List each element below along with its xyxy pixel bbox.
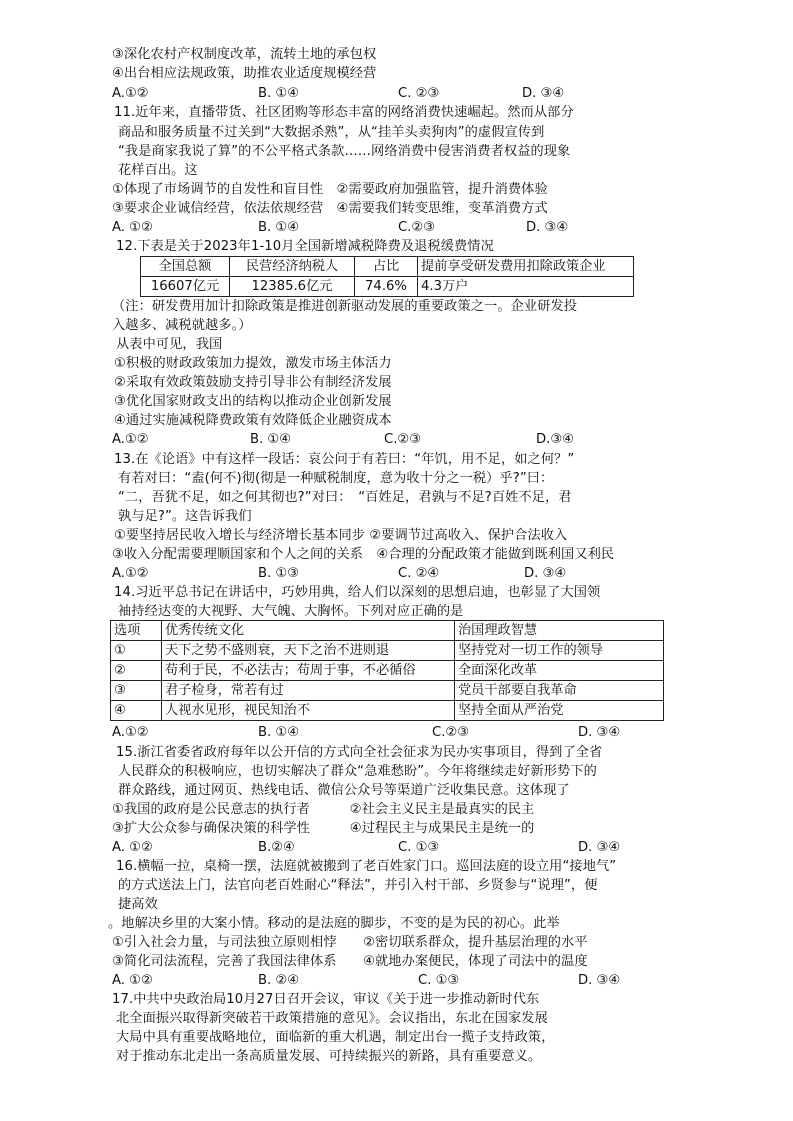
text-line: （注：研发费用加计扣除政策是推进创新驱动发展的重要政策之一。企业研发投 xyxy=(112,299,578,314)
option-b: B.②④ xyxy=(258,840,295,855)
option-c: C.②③ xyxy=(398,220,436,235)
text-line: ③深化农村产权制度改革，流转土地的承包权 xyxy=(112,47,377,62)
culture-table xyxy=(110,620,664,721)
text-line: ③扩大公众参与确保决策的科学性 ④过程民主与成果民主是统一的 xyxy=(112,821,535,836)
option-c: C. ②③ xyxy=(398,86,440,101)
text-line: “我是商家我说了算”的不公平格式条款……网络消费中侵害消费者权益的现象 xyxy=(118,144,571,159)
text-line: 大局中具有重要战略地位，面临新的重大机遇，制定出台一揽子支持政策， xyxy=(116,1030,555,1045)
option-c: C. ①③ xyxy=(398,840,440,855)
text-line: 孰与足?”。这告诉我们 xyxy=(118,509,252,524)
table-cell: 坚持全面从严治党 xyxy=(455,701,664,721)
text-line: ②采取有效政策鼓励支持引导非公有制经济发展 xyxy=(114,375,392,390)
tax-table xyxy=(140,256,634,297)
option-c: C.②③ xyxy=(432,725,470,740)
table-header-cell: 占比 xyxy=(355,257,418,277)
text-line: ①要坚持居民收入增长与经济增长基本同步 ②要调节过高收入、保护合法收入 xyxy=(114,528,568,543)
option-b: B. ①④ xyxy=(250,432,292,447)
table-cell: 全面深化改革 xyxy=(455,661,664,681)
option-a: A.①② xyxy=(112,725,149,740)
option-b: B. ①④ xyxy=(258,220,300,235)
option-d: D. ③④ xyxy=(578,973,621,988)
table-cell: ② xyxy=(111,661,162,681)
table-cell: ③ xyxy=(111,681,162,701)
table-cell: 12385.6亿元 xyxy=(230,277,355,297)
question-15: 15.浙江省委省政府每年以公开信的方式向全社会征求为民办实事项目，得到了全省 xyxy=(116,745,603,760)
option-b: B. ②④ xyxy=(258,973,300,988)
text-line: 有若对曰：“盍(何不)彻(彻是一种赋税制度，意为收十分之一税）乎?”曰： xyxy=(118,471,554,486)
text-line: 对于推动东北走出一条高质量发展、可持续振兴的新路，具有重要意义。 xyxy=(116,1049,542,1064)
text-line: ①引入社会力量，与司法独立原则相悖 ②密切联系群众，提升基层治理的水平 xyxy=(112,935,588,950)
table-cell: 天下之势不盛则衰，天下之治不进则退 xyxy=(162,641,455,661)
table-row xyxy=(111,661,664,681)
option-d: D. ③④ xyxy=(524,566,567,581)
table-row xyxy=(141,277,634,297)
text-line: 从表中可见，我国 xyxy=(116,337,223,352)
text-line: 北全面振兴取得新突破若干政策措施的意见》。会议指出，东北在国家发展 xyxy=(116,1011,548,1026)
text-line: 人民群众的积极响应，也切实解决了群众“急难愁盼”。今年将继续走好新形势下的 xyxy=(118,764,597,779)
option-d: D. ③④ xyxy=(578,725,621,740)
table-header-cell: 优秀传统文化 xyxy=(162,621,455,641)
text-line: 群众路线，通过网页、热线电话、微信公众号等渠道广泛收集民意。这体现了 xyxy=(118,783,570,798)
option-c: C. ①③ xyxy=(418,973,460,988)
text-line: 捷高效 xyxy=(118,897,158,912)
option-a: A.①② xyxy=(112,86,149,101)
option-d: D. ③④ xyxy=(578,840,621,855)
option-a: A.①② xyxy=(112,566,149,581)
table-row xyxy=(111,701,664,721)
question-17: 17.中共中央政治局10月27日召开会议，审议《关于进一步推动新时代东 xyxy=(112,992,540,1007)
option-a: A. ①② xyxy=(112,973,153,988)
text-line: 袖持经达变的大视野、大气魄、大胸怀。下列对应正确的是 xyxy=(118,604,464,619)
text-line: ③要求企业诚信经营，依法依规经营 ④需要我们转变思维，变革消费方式 xyxy=(112,201,548,216)
table-cell: 16607亿元 xyxy=(141,277,230,297)
table-header-cell: 提前享受研发费用扣除政策企业 xyxy=(418,257,634,277)
question-11: 11.近年来，直播带货、社区团购等形态丰富的网络消费快速崛起。然而从部分 xyxy=(114,105,574,120)
text-line: ①我国的政府是公民意志的执行者 ②社会主义民主是最真实的民主 xyxy=(112,802,535,817)
text-line: ④通过实施减税降费政策有效降低企业融资成本 xyxy=(114,413,392,428)
option-b: B. ①④ xyxy=(258,725,300,740)
option-a: A. ①② xyxy=(112,220,153,235)
text-line: 。地解决乡里的大案小情。移动的是法庭的脚步，不变的是为民的初心。此举 xyxy=(108,916,560,931)
text-line: 入越多、减税就越多。） xyxy=(112,318,252,333)
table-header-cell: 选项 xyxy=(111,621,162,641)
option-b: B. ①③ xyxy=(258,566,300,581)
text-line: “二，吾犹不足，如之何其彻也?”对曰： “百姓足，君孰与不足?百姓不足，君 xyxy=(118,490,572,505)
option-c: C.②③ xyxy=(384,432,422,447)
table-row xyxy=(111,681,664,701)
table-row xyxy=(111,641,664,661)
option-a: A.①② xyxy=(112,432,149,447)
text-line: ③优化国家财政支出的结构以推动企业创新发展 xyxy=(114,394,392,409)
text-line: ①体现了市场调节的自发性和盲目性 ②需要政府加强监管，提升消费体验 xyxy=(112,182,548,197)
option-d: D. ③④ xyxy=(526,220,569,235)
table-cell: ④ xyxy=(111,701,162,721)
table-header-row xyxy=(141,257,634,277)
option-d: D.③④ xyxy=(536,432,574,447)
option-c: C. ②④ xyxy=(398,566,440,581)
question-13: 13.在《论语》中有这样一段话：哀公问于有若曰：“年饥，用不足，如之何？” xyxy=(114,452,575,467)
option-d: D. ③④ xyxy=(522,86,565,101)
table-cell: 君子检身，常若有过 xyxy=(162,681,455,701)
table-header-cell: 民营经济纳税人 xyxy=(230,257,355,277)
option-a: A. ①② xyxy=(112,840,153,855)
table-header-row xyxy=(111,621,664,641)
text-line: ③简化司法流程，完善了我国法律体系 ④就地办案便民，体现了司法中的温度 xyxy=(112,954,588,969)
text-line: ④出台相应法规政策，助推农业适度规模经营 xyxy=(112,66,377,81)
table-cell: ① xyxy=(111,641,162,661)
text-line: ③收入分配需要理顺国家和个人之间的关系 ④合理的分配政策才能做到既利国又利民 xyxy=(112,547,615,562)
table-cell: 坚持党对一切工作的领导 xyxy=(455,641,664,661)
question-14: 14.习近平总书记在讲话中，巧妙用典，给人们以深刻的思想启迪，也彰显了大国领 xyxy=(114,585,601,600)
table-cell: 苟利于民，不必法古；苟周于事，不必循俗 xyxy=(162,661,455,681)
text-line: 商品和服务质量不过关到“大数据杀熟”，从“挂羊头卖狗肉”的虚假宣传到 xyxy=(118,125,545,140)
table-cell: 党员干部要自我革命 xyxy=(455,681,664,701)
table-cell: 4.3万户 xyxy=(418,277,634,297)
table-header-cell: 全国总额 xyxy=(141,257,230,277)
question-12: 12.下表是关于2023年1-10月全国新增减税降费及退税缓费情况 xyxy=(116,239,494,254)
table-cell: 人视水见形，视民知治不 xyxy=(162,701,455,721)
option-b: B. ①④ xyxy=(258,86,300,101)
text-line: ①积极的财政政策加力提效，激发市场主体活力 xyxy=(114,356,392,371)
table-cell: 74.6% xyxy=(355,277,418,297)
question-16: 16.横幅一拉，桌椅一摆，法庭就被搬到了老百姓家门口。巡回法庭的设立用“接地气” xyxy=(116,859,617,874)
text-line: 花样百出。这 xyxy=(118,163,198,178)
text-line: 的方式送法上门，法官向老百姓耐心“释法”，并引入村干部、乡贤参与“说理”，便 xyxy=(118,878,598,893)
table-header-cell: 治国理政智慧 xyxy=(455,621,664,641)
